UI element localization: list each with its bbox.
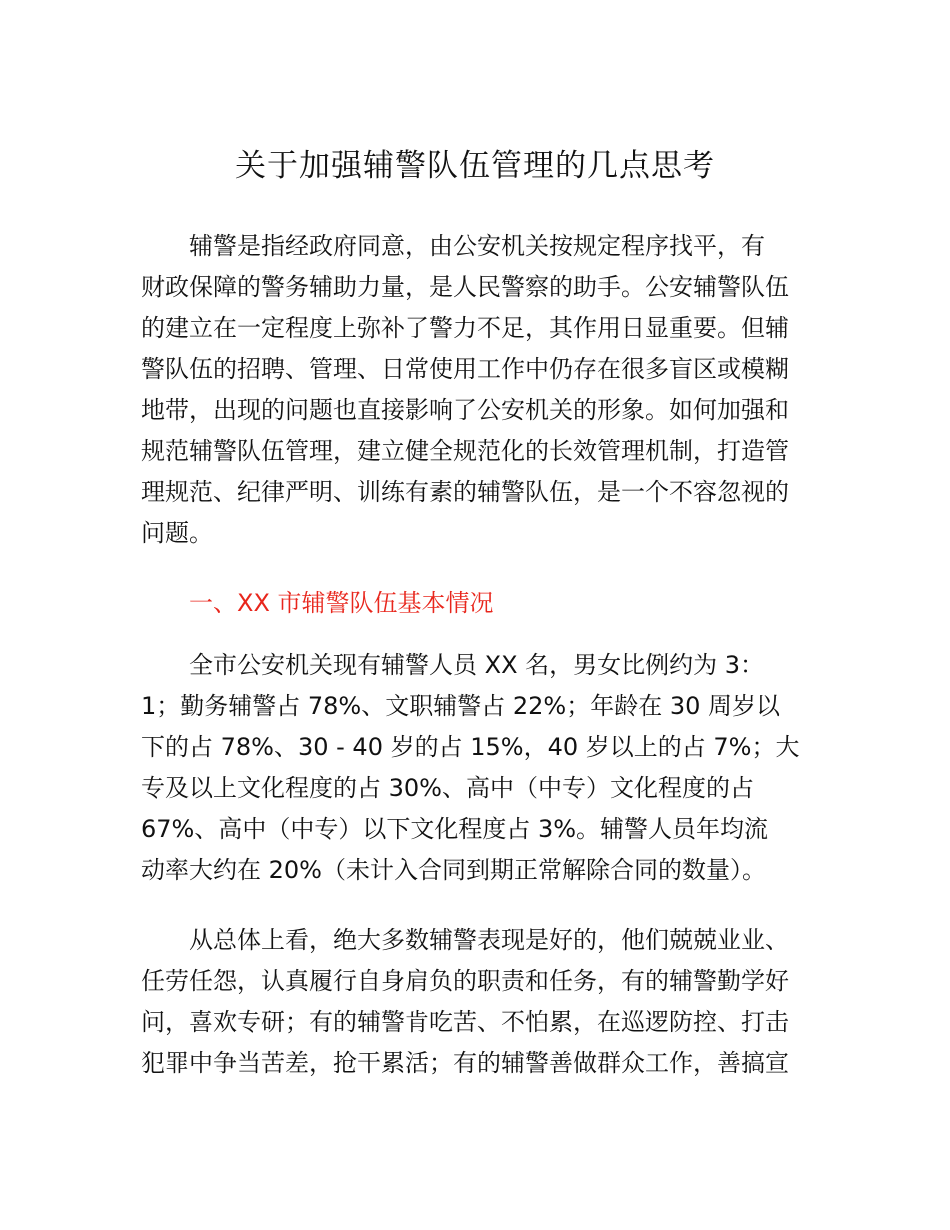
paragraph-line: 动率大约在 20%（未计入合同到期正常解除合同的数量）。 [141, 856, 766, 884]
section-heading: 一、XX 市辅警队伍基本情况 [189, 589, 494, 617]
paragraph-line: 财政保障的警务辅助力量，是人民警察的助手。公安辅警队伍 [141, 273, 789, 301]
paragraph-line: 67%、高中（中专）以下文化程度占 3%。辅警人员年均流 [141, 815, 769, 843]
paragraph-line: 规范辅警队伍管理，建立健全规范化的长效管理机制，打造管 [141, 437, 789, 465]
paragraph-overview [141, 920, 821, 1084]
paragraph-line: 下的占 78%、30 - 40 岁的占 15%，40 岁以上的占 7%；大 [141, 733, 800, 761]
paragraph-line: 辅警是指经政府同意，由公安机关按规定程序找平，有 [189, 232, 765, 260]
paragraph-line: 专及以上文化程度的占 30%、高中（中专）文化程度的占 [141, 774, 754, 802]
paragraph-line: 全市公安机关现有辅警人员 XX 名，男女比例约为 3： [189, 651, 765, 679]
paragraph-line: 犯罪中争当苦差，抢干累活；有的辅警善做群众工作，善搞宣 [141, 1049, 789, 1077]
paragraph-stats [141, 645, 821, 891]
document-title: 关于加强辅警队伍管理的几点思考 [235, 148, 715, 184]
paragraph-line: 问题。 [141, 519, 213, 547]
paragraph-intro [141, 226, 821, 554]
paragraph-line: 的建立在一定程度上弥补了警力不足，其作用日显重要。但辅 [141, 314, 789, 342]
paragraph-line: 理规范、纪律严明、训练有素的辅警队伍，是一个不容忽视的 [141, 478, 789, 506]
paragraph-line: 问，喜欢专研；有的辅警肯吃苦、不怕累，在巡逻防控、打击 [141, 1008, 789, 1036]
paragraph-line: 1；勤务辅警占 78%、文职辅警占 22%；年龄在 30 周岁以 [141, 692, 781, 720]
paragraph-line: 任劳任怨，认真履行自身肩负的职责和任务，有的辅警勤学好 [141, 967, 789, 995]
paragraph-line: 地带，出现的问题也直接影响了公安机关的形象。如何加强和 [141, 396, 789, 424]
paragraph-line: 从总体上看，绝大多数辅警表现是好的，他们兢兢业业、 [189, 926, 789, 954]
paragraph-line: 警队伍的招聘、管理、日常使用工作中仍存在很多盲区或模糊 [141, 355, 789, 383]
